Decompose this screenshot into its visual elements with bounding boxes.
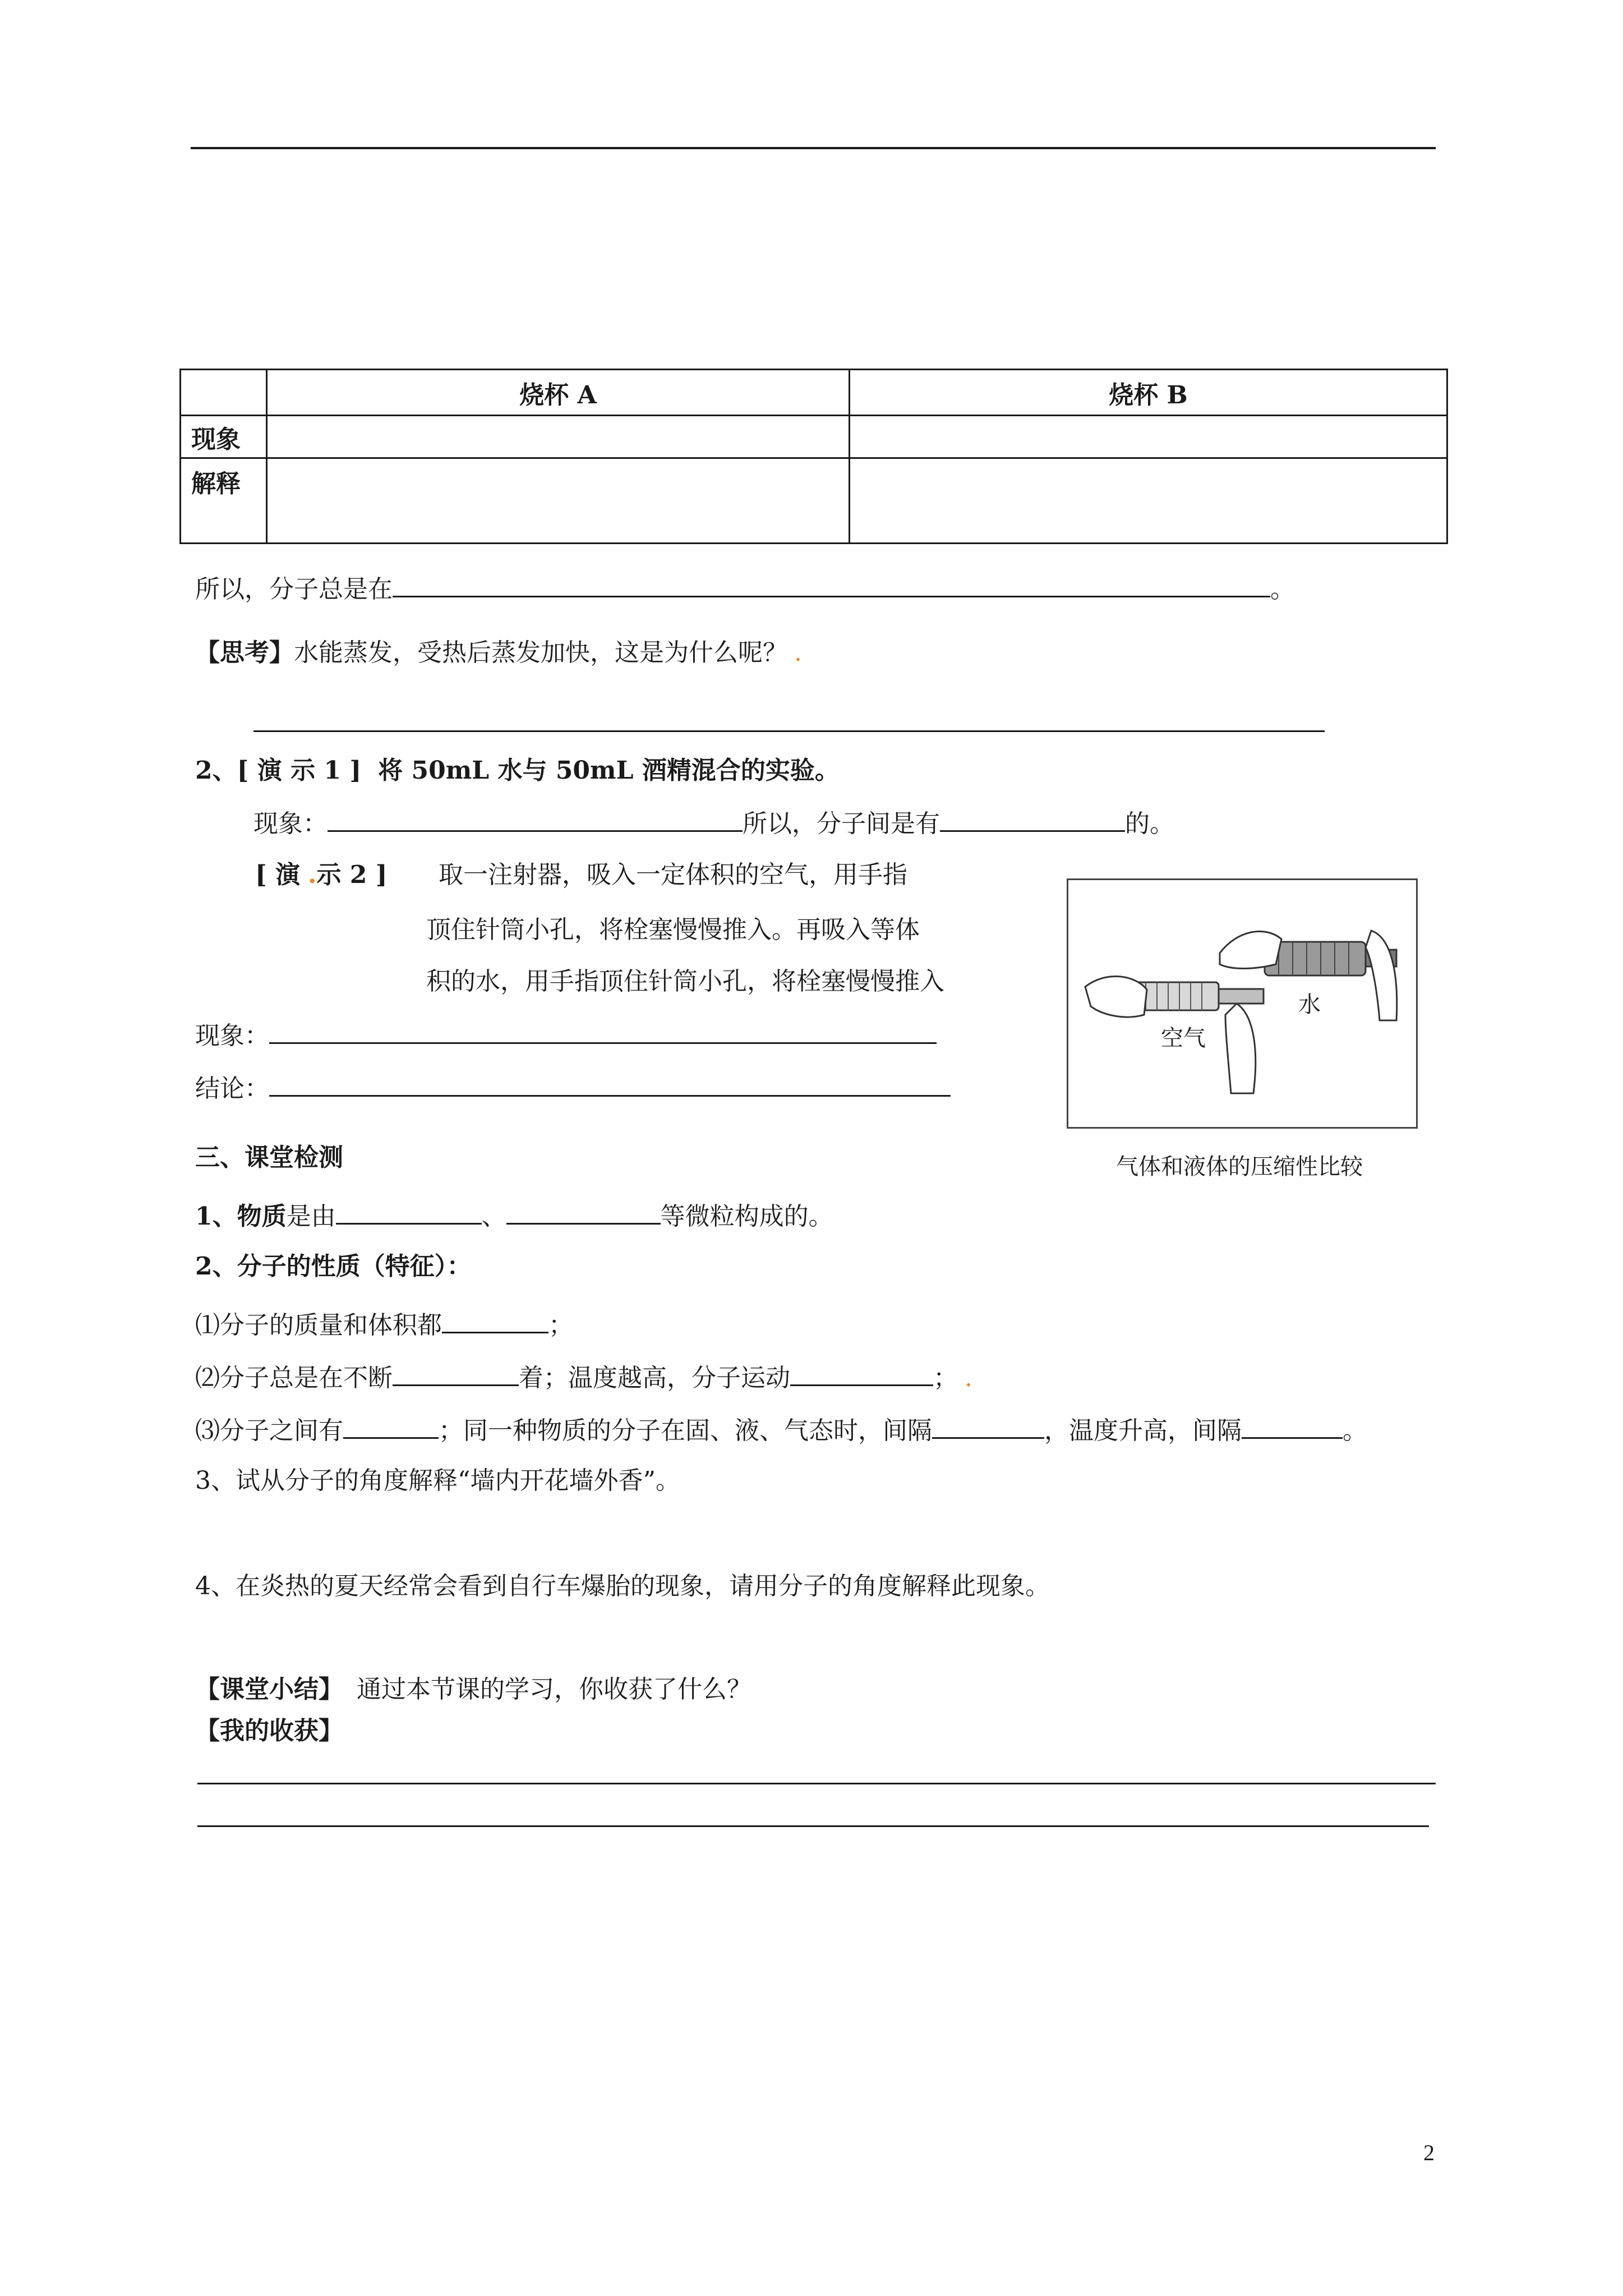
demo2-line3: 积的水，用手指顶住针筒小孔，将栓塞慢慢推入: [426, 967, 944, 996]
demo1-phenomenon: [253, 806, 1174, 840]
table-cell-a-phenomenon[interactable]: [267, 416, 850, 458]
think-tag: 【思考】: [195, 638, 294, 667]
q2-3-a: ⑶分子之间有: [195, 1416, 343, 1445]
q2-3-c: ，温度升高，间隔: [1044, 1416, 1242, 1445]
table-cell-b-explanation[interactable]: [850, 458, 1447, 544]
header-rule: [191, 147, 1436, 149]
q1-line: [195, 1198, 833, 1232]
phenom1-blank-2[interactable]: [940, 806, 1125, 832]
think-answer-line[interactable]: [253, 730, 1325, 732]
phenom2-label: 现象：: [195, 1022, 269, 1050]
q2-1-a: ⑴分子的质量和体积都: [195, 1311, 442, 1340]
demo2-phenomenon: [195, 1018, 937, 1052]
beaker-table: [179, 369, 1448, 544]
demo2-conclusion: [195, 1070, 951, 1105]
gain-answer-line-1[interactable]: [197, 1783, 1436, 1784]
q2-2-blank-1[interactable]: [393, 1360, 519, 1386]
gain-tag: 【我的收获】: [195, 1717, 343, 1745]
syringe-illustration: [1068, 880, 1416, 1127]
q3-line: 3、试从分子的角度解释“墙内开花墙外香”。: [195, 1466, 680, 1495]
summary-tag: 【课堂小结】: [195, 1675, 343, 1704]
figure-label-water: 水: [1298, 992, 1321, 1018]
q2-3-end: 。: [1343, 1416, 1367, 1445]
table-row-label-explanation: 解释: [181, 458, 267, 544]
q2-3-blank-3[interactable]: [1242, 1412, 1343, 1439]
so-sentence: [195, 571, 1295, 605]
so-prefix: 所以，分子总是在: [195, 575, 393, 604]
table-row-label-phenomenon: 现象: [181, 416, 267, 458]
figure-label-air: 空气: [1161, 1025, 1206, 1051]
conclusion-blank[interactable]: [269, 1070, 951, 1097]
q1-sep: 、: [481, 1202, 506, 1231]
demo1-text: 将 50mL 水与 50mL 酒精混合的实验。: [378, 756, 840, 785]
q2-title: 2、分子的性质（特征）：: [195, 1252, 472, 1281]
so-blank[interactable]: [393, 571, 1270, 597]
q2-3-b: ；同一种物质的分子在固、液、气态时，间隔: [439, 1416, 932, 1445]
q2-2-b: 着；温度越高，分子运动: [519, 1364, 790, 1392]
summary-line: [195, 1674, 751, 1705]
q1-a: 1、物质: [195, 1202, 287, 1231]
think-dot: .: [794, 638, 802, 667]
q1-b: 是由: [286, 1202, 336, 1231]
q1-end: 等微粒构成的。: [660, 1202, 833, 1231]
demo2-tag: [255, 859, 388, 891]
q2-1-blank[interactable]: [442, 1307, 548, 1333]
gain-answer-line-2[interactable]: [197, 1825, 1429, 1827]
q2-3-blank-1[interactable]: [343, 1412, 439, 1439]
section3-title: 三、课堂检测: [195, 1143, 343, 1172]
conclusion-label: 结论：: [195, 1074, 269, 1103]
q2-2-dot: .: [965, 1364, 972, 1392]
think-sentence: [195, 637, 802, 669]
q2-3-blank-2[interactable]: [932, 1412, 1044, 1439]
demo1-heading: [195, 755, 840, 786]
q2-3-line: [195, 1412, 1367, 1447]
so-suffix: 。: [1270, 575, 1295, 604]
demo2-dot: .: [308, 861, 317, 889]
table-header-beaker-a: 烧杯 A: [267, 370, 850, 416]
q1-blank-1[interactable]: [336, 1198, 482, 1225]
phenom1-mid: 所以，分子间是有: [743, 809, 940, 838]
q2-2-line: [195, 1360, 972, 1394]
table-cell-a-explanation[interactable]: [267, 458, 850, 544]
page-number: 2: [1423, 2140, 1435, 2165]
phenom1-end: 的。: [1125, 809, 1174, 838]
table-header-beaker-b: 烧杯 B: [850, 370, 1447, 416]
q2-1-line: [195, 1307, 573, 1341]
phenom2-blank[interactable]: [269, 1018, 937, 1044]
q2-1-end: ；: [548, 1311, 573, 1340]
table-cell-b-phenomenon[interactable]: [850, 416, 1447, 458]
summary-text: 通过本节课的学习，你收获了什么？: [357, 1675, 751, 1704]
q2-2-blank-2[interactable]: [790, 1360, 933, 1386]
syringe-figure: [1067, 878, 1418, 1129]
demo2-tag-b: 示 2 ]: [316, 861, 388, 889]
figure-caption: 气体和液体的压缩性比较: [1116, 1154, 1363, 1180]
demo2-tag-a: [ 演: [255, 861, 301, 889]
demo2-line1: 取一注射器，吸入一定体积的空气，用手指: [439, 861, 907, 889]
q4-line: 4、在炎热的夏天经常会看到自行车爆胎的现象，请用分子的角度解释此现象。: [195, 1572, 1050, 1600]
table-header-blank: [181, 370, 267, 416]
q2-2-a: ⑵分子总是在不断: [195, 1364, 393, 1392]
phenom1-label: 现象：: [253, 809, 328, 838]
q1-blank-2[interactable]: [506, 1198, 661, 1225]
phenom1-blank[interactable]: [328, 806, 743, 832]
q2-2-end: ；: [933, 1364, 958, 1392]
demo2-line2: 顶住针筒小孔，将栓塞慢慢推入。再吸入等体: [426, 915, 920, 944]
demo1-prefix: 2、[ 演 示 1 ]: [195, 756, 362, 785]
think-text: 水能蒸发，受热后蒸发加快，这是为什么呢？: [294, 638, 787, 667]
